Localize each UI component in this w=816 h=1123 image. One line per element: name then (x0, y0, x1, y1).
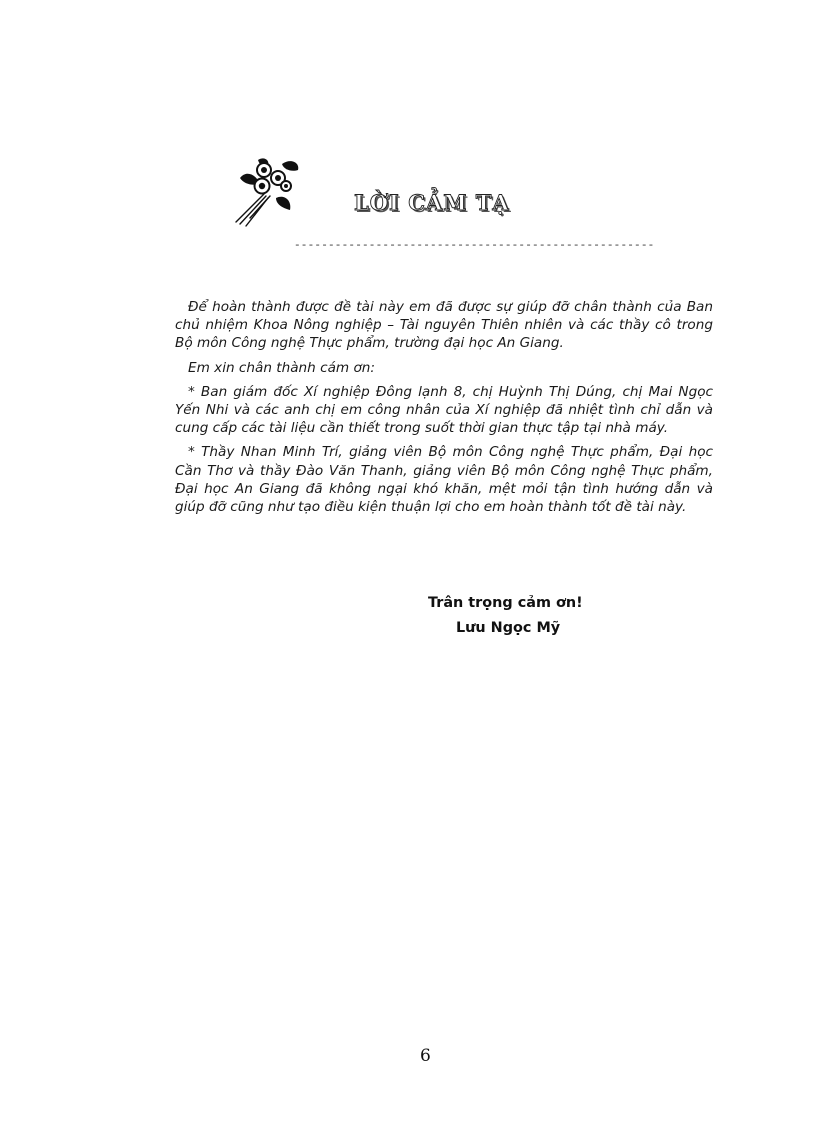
acknowledgement-body (175, 298, 713, 522)
signoff-thanks: Trân trọng cảm ơn! (428, 595, 583, 611)
signoff-author: Lưu Ngọc Mỹ (456, 620, 561, 636)
paragraph-factory-thanks: * Ban giám đốc Xí nghiệp Đông lạnh 8, chị Huỳnh Thị Dúng, chị Mai Ngọc Yến Nhi và các anh chị em công nhân của Xí nghiệp đã nhiệt tình chỉ dẫn và cung cấp các tài liệu cần thiết trong suốt thời gian thực tập tại nhà máy. (175, 383, 713, 437)
page-title: LỜI CẢM TẠ (354, 190, 510, 215)
paragraph-teachers-thanks: * Thầy Nhan Minh Trí, giảng viên Bộ môn Công nghệ Thực phẩm, Đại học Cần Thơ và thầy Đào Văn Thanh, giảng viên Bộ môn Công nghệ Thực phẩm, Đại học An Giang đã không ngại khó khăn, mệt mỏi tận tình hướng dẫn và giúp đỡ cũng như tạo điều kiện thuận lợi cho em hoàn thành tốt đề tài này. (175, 444, 713, 516)
paragraph-intro: Để hoàn thành được đề tài này em đã được sự giúp đỡ chân thành của Ban chủ nhiệm Khoa Nông nghiệp – Tài nguyên Thiên nhiên và các thầy cô trong Bộ môn Công nghệ Thực phẩm, trường đại học An Giang. (175, 299, 713, 352)
page-number: 6 (420, 1046, 431, 1066)
paragraph-thanks-lead: Em xin chân thành cám ơn: (188, 359, 375, 376)
flower-bouquet-icon (234, 156, 304, 228)
title-divider: ----------------------------------------------------- (294, 240, 655, 252)
signoff-block (420, 595, 620, 636)
